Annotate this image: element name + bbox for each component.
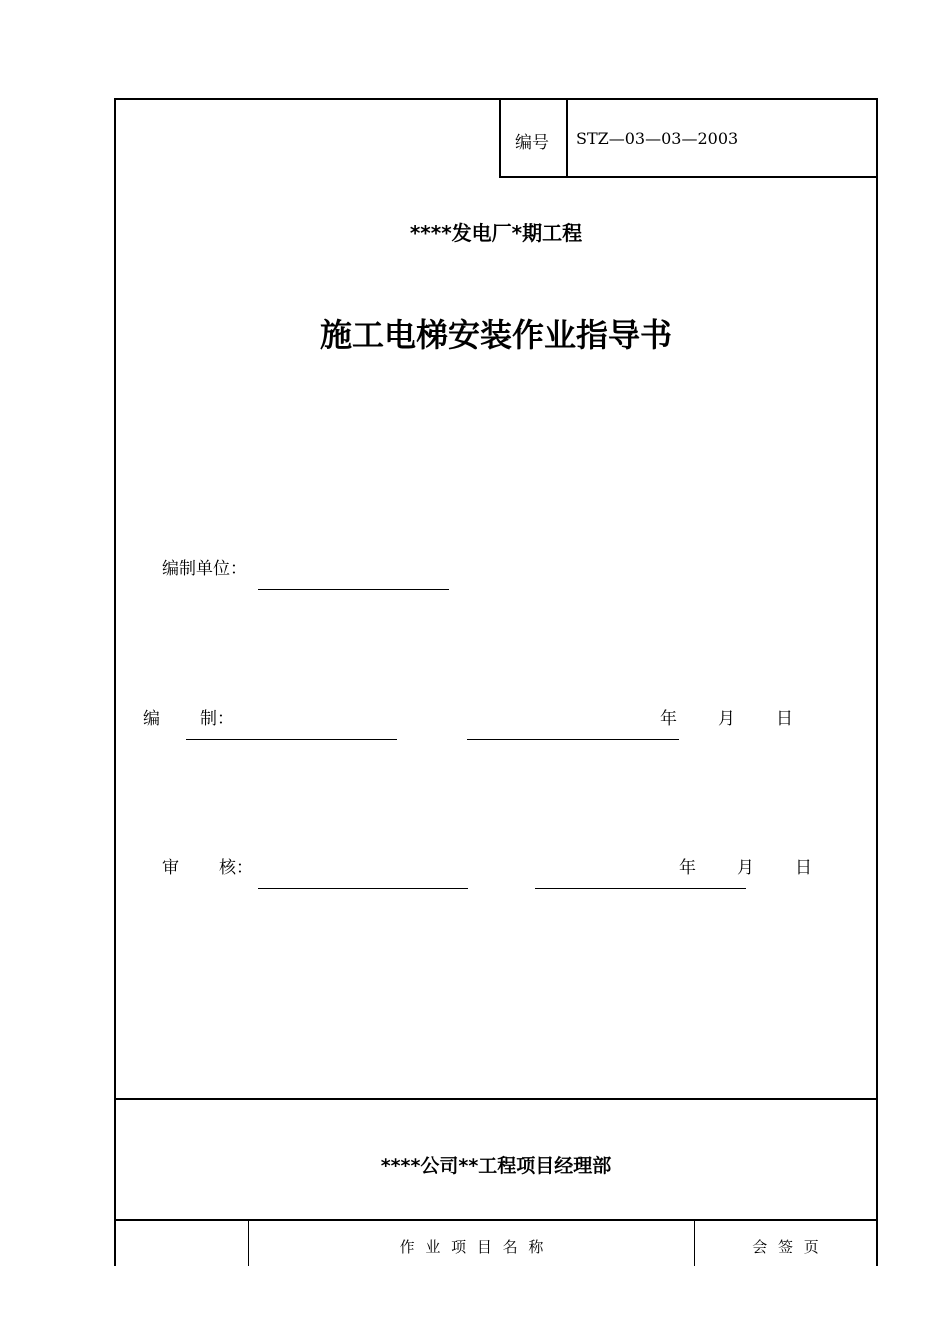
compile-unit-underline	[258, 589, 449, 590]
code-box-divider	[566, 98, 568, 178]
code-box-left-border	[499, 98, 501, 178]
code-box-bottom-border	[499, 176, 878, 178]
compiled-by-name-underline	[186, 739, 397, 740]
compiled-by-month: 月	[718, 709, 735, 729]
compiled-by-label-b: 制：	[200, 709, 234, 729]
document-title: 施工电梯安装作业指导书	[319, 316, 672, 354]
compiled-by-day: 日	[776, 709, 793, 729]
compile-unit-label: 编制单位：	[162, 559, 247, 579]
frame-left-border	[114, 98, 116, 1266]
frame-top-border	[114, 98, 878, 100]
reviewed-by-label-b: 核：	[219, 858, 253, 878]
sign-page-cell: 会 签 页	[752, 1238, 819, 1256]
org-band-top-border	[114, 1098, 878, 1100]
compiled-by-year: 年	[660, 709, 677, 729]
compiled-by-date-underline	[467, 739, 679, 740]
footer-row-top-border	[114, 1219, 878, 1221]
organization-name: ****公司**工程项目经理部	[380, 1155, 612, 1177]
reviewed-by-month: 月	[737, 858, 754, 878]
reviewed-by-name-underline	[258, 888, 468, 889]
compiled-by-label-a: 编	[143, 709, 160, 729]
code-value: STZ—03—03—2003	[576, 129, 739, 148]
project-name: ****发电厂*期工程	[409, 221, 583, 245]
frame-right-border	[876, 98, 878, 1266]
project-item-name-cell: 作 业 项 目 名 称	[399, 1238, 544, 1256]
reviewed-by-day: 日	[795, 858, 812, 878]
reviewed-by-label-a: 审	[162, 858, 179, 878]
reviewed-by-date-underline	[535, 888, 746, 889]
code-label: 编号	[515, 133, 549, 153]
reviewed-by-year: 年	[679, 858, 696, 878]
